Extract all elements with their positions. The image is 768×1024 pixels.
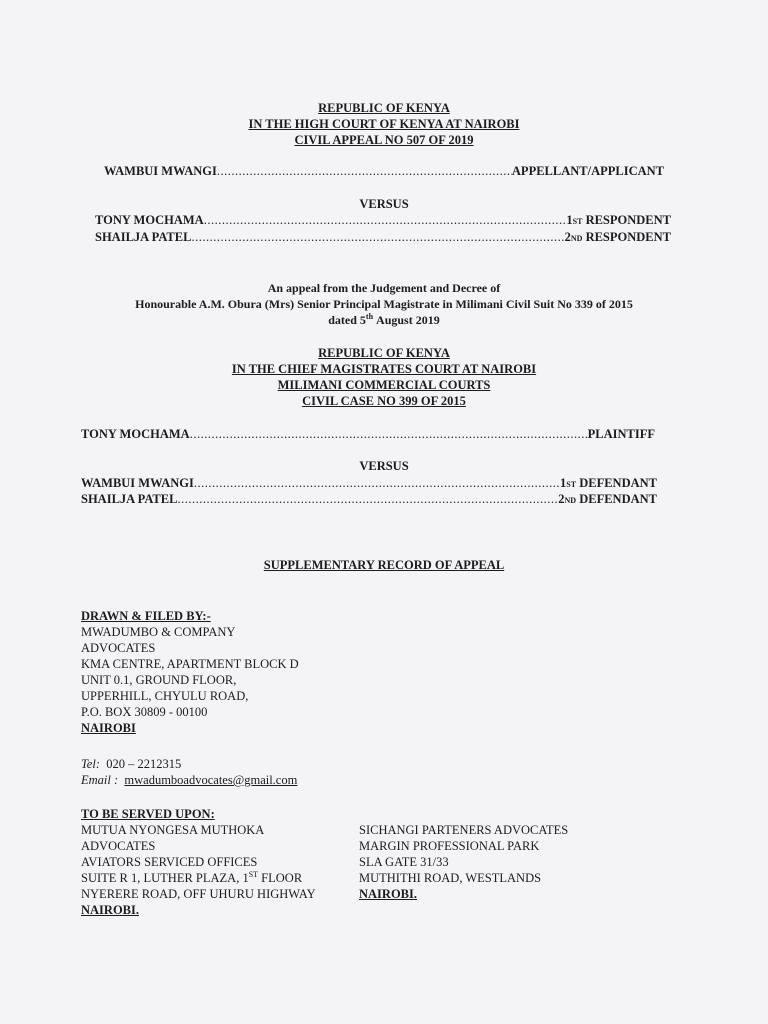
lower-header-division: MILIMANI COMMERCIAL COURTS (277, 378, 491, 392)
document-title: SUPPLEMENTARY RECORD OF APPEAL (263, 558, 505, 572)
respondent-2-role: RESPONDENT (585, 230, 671, 244)
appeal-versus: VERSUS (359, 197, 409, 211)
served-left-line: MUTUA NYONGESA MUTHOKA (81, 823, 265, 837)
respondent-1-line: TONY MOCHAMA ..... 1 ST RESPONDENT (95, 213, 671, 228)
drawn-filed-line: UPPERHILL, CHYULU ROAD, (81, 689, 249, 703)
served-left-line: NYERERE ROAD, OFF UHURU HIGHWAY (81, 887, 316, 901)
header-case-number: CIVIL APPEAL NO 507 OF 2019 (294, 133, 474, 147)
appellant-name: WAMBUI MWANGI (104, 164, 217, 178)
defendant-2-name: SHAILJA PATEL (81, 492, 178, 506)
served-left-city: NAIROBI. (81, 903, 139, 917)
respondent-1-role: RESPONDENT (585, 213, 671, 227)
defendant-1-name: WAMBUI MWANGI (81, 476, 194, 490)
defendant-2-role: DEFENDANT (579, 492, 657, 506)
appeal-from-line-3: dated 5th August 2019 (328, 312, 440, 327)
telephone-line: Tel: 020 – 2212315 (81, 757, 182, 771)
telephone-value: 020 – 2212315 (106, 757, 182, 771)
drawn-filed-line: P.O. BOX 30809 - 00100 (81, 705, 208, 719)
appellant-role: APPELLANT/APPLICANT (511, 164, 664, 178)
drawn-filed-block (81, 608, 299, 736)
header-republic: REPUBLIC OF KENYA (318, 101, 450, 115)
served-upon-left (81, 806, 316, 918)
plaintiff-name: TONY MOCHAMA (81, 427, 190, 441)
lower-header-court: IN THE CHIEF MAGISTRATES COURT AT NAIROBI (231, 362, 537, 376)
appellant-line (104, 164, 664, 179)
defendant-1-role: DEFENDANT (579, 476, 657, 490)
contact-block (81, 756, 297, 788)
drawn-filed-heading: DRAWN & FILED BY:- (81, 609, 211, 623)
served-left-line: AVIATORS SERVICED OFFICES (81, 855, 258, 869)
appeal-from-line-2: Honourable A.M. Obura (Mrs) Senior Principal Magistrate in Milimani Civil Suit No 339 of 2015 (135, 297, 633, 311)
served-left-line: SUITE R 1, LUTHER PLAZA, 1ST FLOOR (81, 869, 303, 885)
lower-court-header (0, 345, 768, 409)
served-left-line: ADVOCATES (81, 839, 156, 853)
served-upon-right (359, 822, 568, 902)
served-upon-heading: TO BE SERVED UPON: (81, 807, 215, 821)
email-link[interactable]: mwadumboadvocates@gmail.com (124, 773, 298, 787)
respondent-2-line: SHAILJA PATEL ..... 2 ND RESPONDENT (95, 230, 671, 245)
header-court: IN THE HIGH COURT OF KENYA AT NAIROBI (248, 117, 520, 131)
served-right-line: MARGIN PROFESSIONAL PARK (359, 839, 540, 853)
defendant-1-line: WAMBUI MWANGI ..... 1 ST DEFENDANT (81, 476, 657, 491)
email-line: Email : mwadumboadvocates@gmail.com (81, 773, 298, 787)
appeal-court-header (0, 100, 768, 148)
lower-versus: VERSUS (359, 459, 409, 473)
appeal-from-line-1: An appeal from the Judgement and Decree of (267, 281, 501, 295)
plaintiff-role: PLAINTIFF (587, 427, 655, 441)
defendant-2-line: SHAILJA PATEL ..... 2 ND DEFENDANT (81, 492, 657, 507)
plaintiff-line (81, 427, 655, 442)
served-right-line: MUTHITHI ROAD, WESTLANDS (359, 871, 542, 885)
appeal-from-block (0, 280, 768, 328)
served-right-line: SICHANGI PARTENERS ADVOCATES (359, 823, 569, 837)
drawn-filed-city: NAIROBI (81, 721, 136, 735)
lower-header-republic: REPUBLIC OF KENYA (318, 346, 450, 360)
drawn-filed-line: ADVOCATES (81, 641, 156, 655)
respondent-1-name: TONY MOCHAMA (95, 213, 204, 227)
drawn-filed-line: UNIT 0.1, GROUND FLOOR, (81, 673, 237, 687)
lower-header-case-number: CIVIL CASE NO 399 OF 2015 (302, 394, 466, 408)
respondent-2-name: SHAILJA PATEL (95, 230, 192, 244)
served-right-city: NAIROBI. (359, 887, 417, 901)
drawn-filed-line: MWADUMBO & COMPANY (81, 625, 236, 639)
served-right-line: SLA GATE 31/33 (359, 855, 449, 869)
drawn-filed-line: KMA CENTRE, APARTMENT BLOCK D (81, 657, 299, 671)
